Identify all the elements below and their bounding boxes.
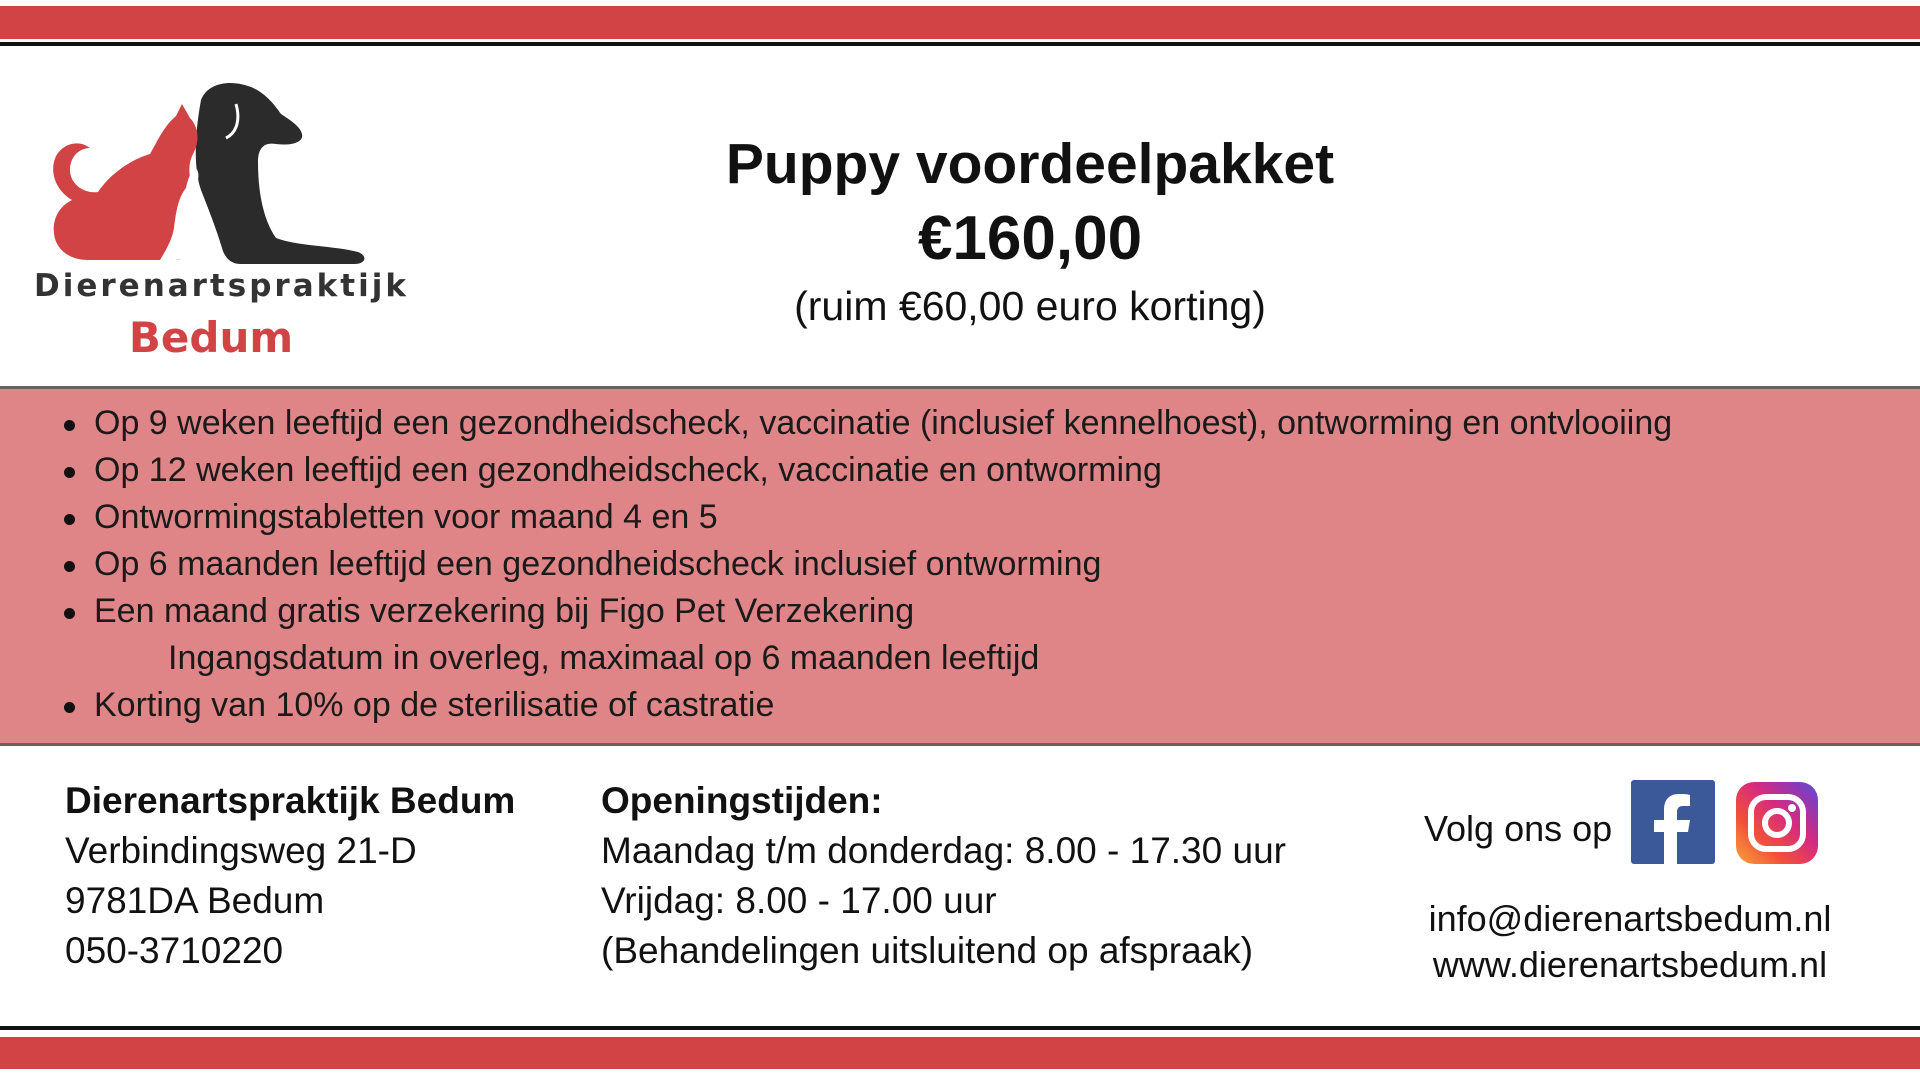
instagram-icon[interactable] [1736,782,1818,864]
logo-name: Dierenartspraktijk [34,268,409,304]
list-item: Ontwormingstabletten voor maand 4 en 5 [60,494,1672,541]
follow-label: Volg ons op [1424,808,1613,849]
email-link[interactable]: info@dierenartsbedum.nl [1428,898,1832,939]
discount-note: (ruim €60,00 euro korting) [794,283,1266,329]
pets-silhouette-icon [26,78,396,268]
list-item: Op 9 weken leeftijd een gezondheidscheck, vaccinatie (inclusief kennelhoest), ontworming en ontvlooiing [60,400,1672,447]
logo-city: Bedum [128,313,294,362]
clinic-name: Dierenartspraktijk Bedum [65,780,516,821]
page-title: Puppy voordeelpakket [725,132,1335,196]
opening-hours [601,776,1286,976]
list-item-subline: Ingangsdatum in overleg, maximaal op 6 maanden leeftijd [168,639,1040,677]
phone: 050-3710220 [65,930,284,971]
list-item: Korting van 10% op de sterilisatie of castratie [60,682,1672,729]
hours-friday: Vrijdag: 8.00 - 17.00 uur [601,880,997,921]
list-item: Op 12 weken leeftijd een gezondheidscheck, vaccinatie en ontworming [60,447,1672,494]
bottom-red-band [0,1037,1920,1069]
price: €160,00 [917,204,1143,273]
offer-header [560,128,1500,334]
website-link[interactable]: www.dierenartsbedum.nl [1432,944,1828,985]
clinic-logo [26,78,409,368]
facebook-icon[interactable] [1631,780,1715,864]
package-list [60,400,1672,729]
address-block [65,776,515,976]
hours-heading: Openingstijden: [601,780,883,821]
list-item: Een maand gratis verzekering bij Figo Pet Verzekering [60,588,1672,635]
hours-weekdays: Maandag t/m donderdag: 8.00 - 17.30 uur [601,830,1286,871]
hours-note: (Behandelingen uitsluitend op afspraak) [601,930,1254,971]
contact-block [1410,896,1850,988]
top-black-rule [0,42,1920,46]
list-item: Op 6 maanden leeftijd een gezondheidscheck inclusief ontworming [60,541,1672,588]
street: Verbindingsweg 21-D [65,830,417,871]
bottom-black-rule [0,1026,1920,1030]
top-red-band [0,6,1920,39]
postal-city: 9781DA Bedum [65,880,325,921]
